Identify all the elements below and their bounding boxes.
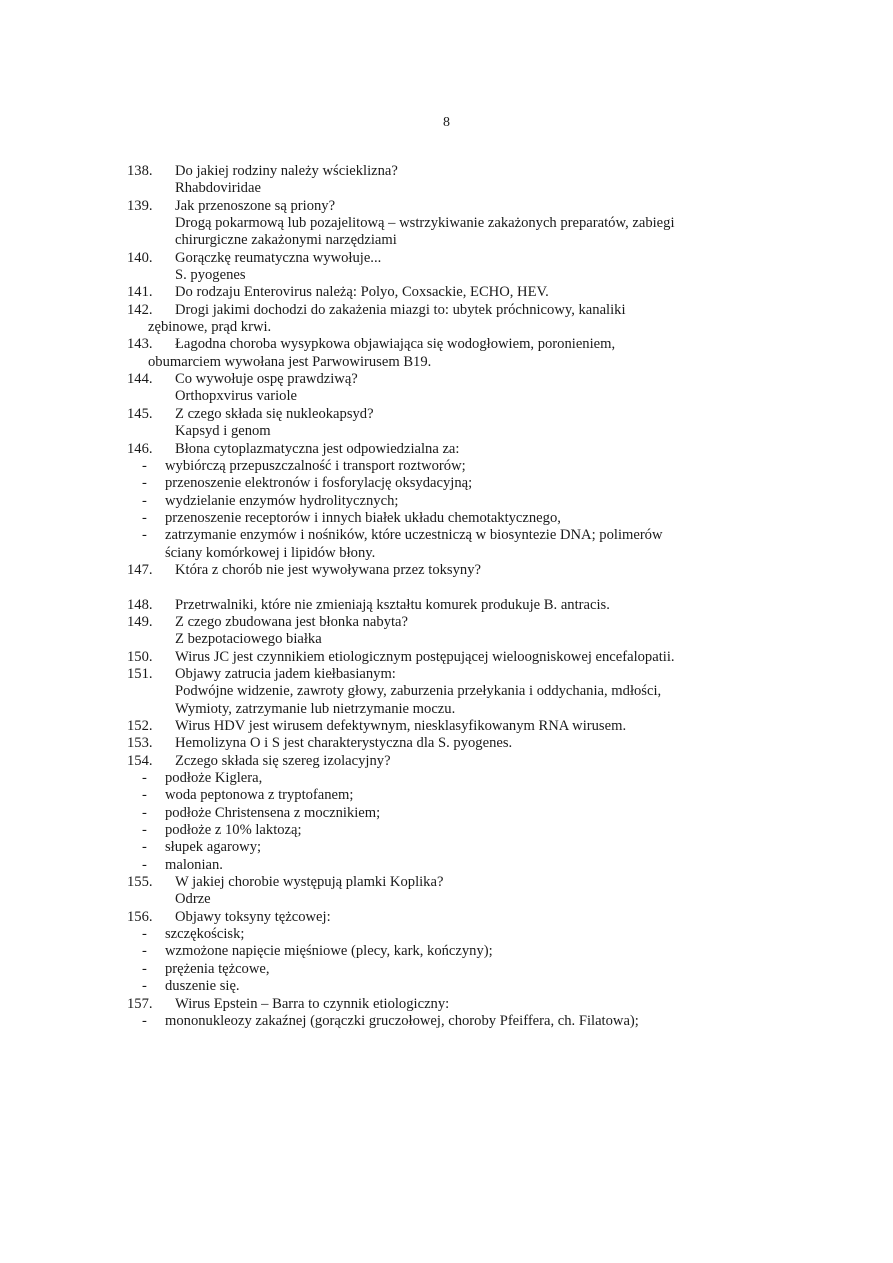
question-text: Drogi jakimi dochodzi do zakażenia miazgi to: ubytek próchnicowy, kanaliki [175,301,626,318]
bullet-item [0,822,893,839]
question-line [0,198,893,215]
bullet-item [0,510,893,527]
question-line [0,614,893,631]
question-text: Do jakiej rodziny należy wścieklizna? [175,163,398,179]
bullet-dash: - [142,856,147,873]
bullet-text: podłoże Christensena z mocznikiem; [165,804,381,821]
question-number: 148. [127,596,153,613]
bullet-dash: - [142,527,147,544]
question-text: Przetrwalniki, które nie zmieniają kształtu komurek produkuje B. antracis. [175,596,610,613]
bullet-dash: - [142,770,147,787]
question-line [0,562,893,579]
bullet-text: zatrzymanie enzymów i nośników, które uczestniczą w biosyntezie DNA; polimerów [165,527,663,544]
continuation-line [0,319,893,336]
answer-line [0,683,893,700]
question-number: 144. [127,371,153,388]
answer-text: Z bezpotaciowego białka [175,631,322,648]
page-number: 8 [443,115,450,130]
bullet-item [0,1013,893,1030]
question-number: 151. [127,665,153,682]
question-text: Zczego składa się szereg izolacyjny? [175,752,391,769]
question-number: 155. [127,874,153,891]
bullet-item [0,805,893,822]
question-text: Błona cytoplazmatyczna jest odpowiedzialna za: [175,440,460,457]
question-number: 149. [127,613,153,630]
answer-line [0,631,893,648]
bullet-dash: - [142,1012,147,1029]
answer-text: Podwójne widzenie, zawroty głowy, zaburzenia przełykania i oddychania, mdłości, [175,683,662,700]
answer-text: Odrze [175,891,211,908]
answer-line [0,180,893,197]
question-text: Co wywołuje ospę prawdziwą? [175,371,358,388]
answer-line [0,215,893,232]
bullet-text: duszenie się. [165,978,240,995]
bullet-dash: - [142,822,147,839]
question-number: 156. [127,908,153,925]
bullet-item [0,978,893,995]
bullet-item [0,943,893,960]
bullet-item [0,787,893,804]
bullet-dash: - [142,457,147,474]
continuation-line [0,354,893,371]
bullet-item [0,961,893,978]
bullet-text: wybiórczą przepuszczalność i transport roztworów; [165,457,466,474]
answer-text: Orthopxvirus variole [175,388,297,405]
question-text: Z czego zbudowana jest błonka nabyta? [175,613,409,630]
question-line [0,371,893,388]
question-line [0,406,893,423]
bullet-text: słupek agarowy; [165,839,262,856]
question-line [0,718,893,735]
question-line [0,163,893,180]
question-line [0,336,893,353]
question-number: 142. [127,301,153,318]
bullet-text: malonian. [165,856,223,873]
bullet-text: mononukleozy zakaźnej (gorączki gruczołowej, choroby Pfeiffera, ch. Filatowa); [165,1012,639,1029]
question-text: Łagodna choroba wysypkowa objawiająca się wodogłowiem, poronieniem, [175,336,616,353]
bullet-text: podłoże z 10% laktozą; [165,822,302,839]
continuation-text: obumarciem wywołana jest Parwowirusem B19. [148,353,432,370]
question-line [0,302,893,319]
answer-text: Drogą pokarmową lub pozajelitową – wstrzykiwanie zakażonych preparatów, zabiegi [175,215,675,232]
bullet-item [0,839,893,856]
question-line [0,735,893,752]
question-number: 140. [127,249,153,266]
question-number: 141. [127,284,153,301]
question-text: Gorączkę reumatyczna wywołuje... [175,249,382,266]
question-text: Objawy toksyny tężcowej: [175,908,331,925]
document-body [0,163,893,1030]
question-text: Jak przenoszone są priony? [175,197,336,214]
question-text: Wirus HDV jest wirusem defektywnym, niesklasyfikowanym RNA wirusem. [175,718,627,734]
bullet-dash: - [142,978,147,995]
bullet-item [0,475,893,492]
bullet-item [0,770,893,787]
bullet-dash: - [142,839,147,856]
question-line [0,284,893,301]
answer-line [0,701,893,718]
question-line [0,649,893,666]
question-number: 150. [127,648,153,665]
question-line [0,597,893,614]
question-number: 154. [127,752,153,769]
question-line [0,909,893,926]
bullet-text: szczękościsk; [165,926,245,943]
question-text: Która z chorób nie jest wywoływana przez toksyny? [175,561,481,578]
bullet-item [0,458,893,475]
question-text: W jakiej chorobie występują plamki Koplika? [175,874,444,891]
question-text: Wirus JC jest czynnikiem etiologicznym postępującej wieloogniskowej encefalopatii. [175,648,675,665]
answer-line [0,891,893,908]
bullet-continuation-text: ściany komórkowej i lipidów błony. [165,544,376,561]
bullet-dash: - [142,509,147,526]
question-line [0,250,893,267]
question-text: Hemolizyna O i S jest charakterystyczna dla S. pyogenes. [175,735,513,752]
question-number: 143. [127,336,153,353]
bullet-dash: - [142,787,147,804]
bullet-dash: - [142,960,147,977]
question-number: 138. [127,163,153,179]
answer-line [0,388,893,405]
answer-text: Wymioty, zatrzymanie lub nietrzymanie moczu. [175,700,456,717]
continuation-text: zębinowe, prąd krwi. [148,319,272,336]
answer-text: S. pyogenes [175,267,246,284]
bullet-text: podłoże Kiglera, [165,770,263,787]
bullet-dash: - [142,492,147,509]
bullet-item [0,493,893,510]
question-number: 139. [127,197,153,214]
question-number: 145. [127,405,153,422]
answer-text: Kapsyd i genom [175,423,271,440]
blank-line [0,579,893,596]
question-number: 147. [127,561,153,578]
question-number: 146. [127,440,153,457]
bullet-dash: - [142,804,147,821]
answer-line [0,423,893,440]
bullet-text: prężenia tężcowe, [165,960,270,977]
question-number: 153. [127,735,153,752]
answer-line [0,267,893,284]
bullet-dash: - [142,943,147,960]
question-text: Z czego składa się nukleokapsyd? [175,405,374,422]
question-line [0,666,893,683]
bullet-item [0,527,893,544]
bullet-text: przenoszenie receptorów i innych białek układu chemotaktycznego, [165,509,561,526]
bullet-text: woda peptonowa z tryptofanem; [165,787,354,804]
question-text: Objawy zatrucia jadem kiełbasianym: [175,665,396,682]
bullet-text: wzmożone napięcie mięśniowe (plecy, kark, kończyny); [165,943,493,960]
question-line [0,874,893,891]
answer-line [0,232,893,249]
bullet-text: wydzielanie enzymów hydrolitycznych; [165,492,399,509]
bullet-text: przenoszenie elektronów i fosforylację oksydacyjną; [165,475,473,492]
bullet-item [0,857,893,874]
question-line [0,996,893,1013]
question-number: 157. [127,995,153,1012]
answer-text: chirurgiczne zakażonymi narzędziami [175,232,397,249]
bullet-dash: - [142,475,147,492]
question-number: 152. [127,718,153,734]
bullet-dash: - [142,926,147,943]
question-text: Do rodzaju Enterovirus należą: Polyo, Coxsackie, ECHO, HEV. [175,284,549,301]
bullet-continuation [0,545,893,562]
question-line [0,441,893,458]
bullet-item [0,926,893,943]
answer-text: Rhabdoviridae [175,180,261,197]
question-line [0,753,893,770]
question-text: Wirus Epstein – Barra to czynnik etiologiczny: [175,995,450,1012]
